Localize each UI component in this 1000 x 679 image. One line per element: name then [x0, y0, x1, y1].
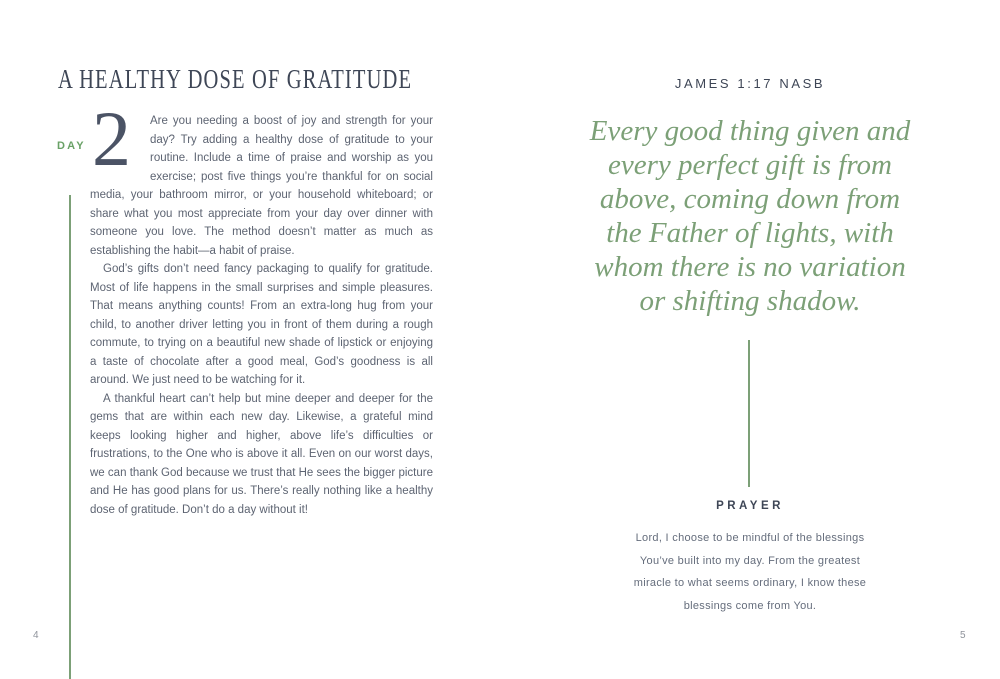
body-paragraph: A thankful heart can’t help but mine deeper and deeper for the gems that are within each new day. Likewise, a grateful mind keeps looking higher and higher, above life’s difficulties or frustrations, to the One who is above it all. Even on our worst days, we can thank God because we trust that He sees the bigger picture and He has good plans for us. There’s really nothing like a healthy dose of gratitude. Don’t do a day without it!	[90, 392, 433, 516]
dropcap-spacer	[90, 112, 150, 186]
verse-line: Every good thing given and	[589, 115, 911, 147]
body-paragraph: God’s gifts don’t need fancy packaging to qualify for gratitude. Most of life happens in the small surprises and simple pleasures. That means anything counts! From an extra-long hug from your child, to another driver letting you in front of them during a rough commute, to trying on a beautiful new shade of lipstick or enjoying a taste of chocolate after a good meal, God’s goodness is all around. We just need to be watching for it.	[90, 263, 433, 386]
prayer-line: Lord, I choose to be mindful of the blessings	[635, 532, 865, 544]
prayer-line: miracle to what seems ordinary, I know these	[633, 577, 867, 589]
prayer-text	[520, 527, 980, 617]
body-paragraph-text: Are you needing a boost of joy and strength for your day? Try adding a healthy dose of gratitude to your routine. Include a time of praise and worship as you exercise; post five things you’re thankful for on social media, your bathroom mirror, or your household whiteboard; or share what you most appreciate from your day over dinner with someone you love. The method doesn’t matter as much as establishing the habit—a habit of praise.	[90, 115, 433, 257]
vertical-accent-rule	[69, 195, 71, 679]
prayer-heading: PRAYER	[716, 500, 784, 512]
day-number-numeral: 2	[92, 95, 131, 182]
right-page	[500, 0, 1000, 679]
page-number: 4	[33, 630, 39, 641]
verse-line: every perfect gift is from	[607, 149, 892, 181]
vertical-accent-rule	[748, 340, 750, 487]
prayer-line: blessings come from You.	[683, 599, 817, 612]
scripture-reference: JAMES 1:17 NASB	[674, 76, 826, 91]
verse-line: or shifting shadow.	[639, 285, 861, 317]
verse-line: the Father of lights, with	[606, 217, 894, 249]
verse-line: above, coming down from	[599, 183, 901, 215]
prayer-line: You’ve built into my day. From the greatest	[639, 554, 861, 567]
scripture-verse	[520, 114, 980, 318]
page-number: 5	[960, 630, 966, 641]
chapter-title: A HEALTHY DOSE OF GRATITUDE	[58, 64, 413, 94]
day-label: DAY	[57, 140, 86, 152]
verse-line: whom there is no variation	[594, 251, 906, 283]
body-paragraph	[90, 112, 433, 260]
devotional-body	[90, 112, 433, 519]
